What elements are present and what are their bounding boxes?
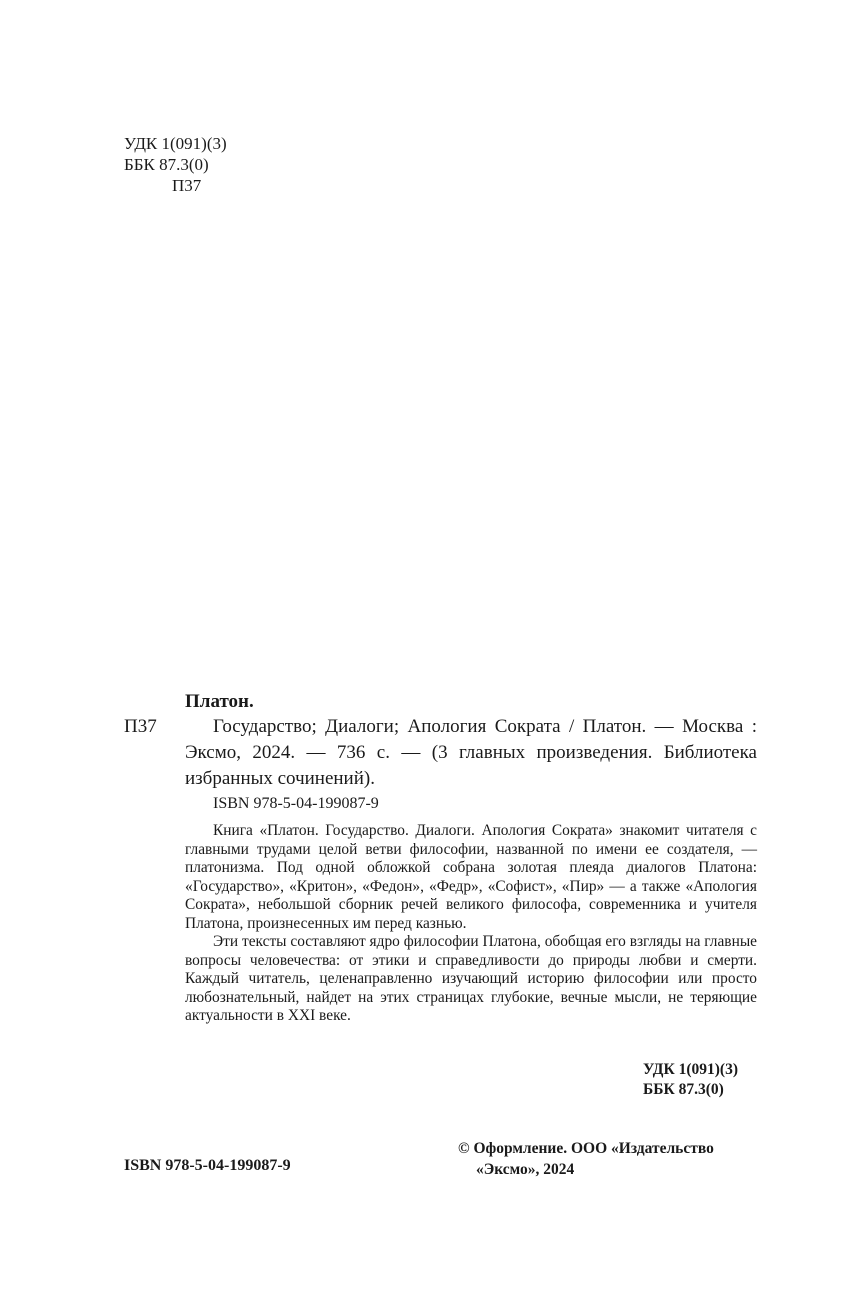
annotation-paragraph: Книга «Платон. Государство. Диалоги. Апология Сократа» знакомит читателя с главными трудами целой ветви философии, названной по имени ее создателя, — платонизма. Под одной обложкой собрана золотая плеяда диалогов Платона: «Государство», «Критон», «Федон», «Федр», «Софист», «Пир» — а также «Апология Сократа», небольшой сборник речей великого философа, современника и учителя Платона, произнесенных им перед казнью.	[185, 822, 757, 932]
header-classification-codes	[124, 133, 227, 196]
bibliographic-record: Государство; Диалоги; Апология Сократа / Платон. — Москва : Эксмо, 2024. — 736 с. — (3 главных произведения. Библиотека избранных сочинений).	[185, 716, 757, 789]
footer-isbn: ISBN 978-5-04-199087-9	[124, 1157, 291, 1174]
bbk-code: ББК 87.3(0)	[124, 155, 209, 174]
author-sign: П37	[172, 176, 202, 195]
catalog-isbn: ISBN 978-5-04-199087-9	[213, 795, 379, 812]
copyright-notice	[458, 1138, 758, 1180]
catalog-bbk-code: ББК 87.3(0)	[643, 1081, 724, 1098]
catalog-author: Платон.	[185, 691, 254, 712]
catalog-classification-codes	[643, 1060, 738, 1100]
catalog-author-sign: П37	[124, 716, 157, 737]
copyright-line: © Оформление. ООО «Издательство	[458, 1140, 714, 1157]
udk-code: УДК 1(091)(3)	[124, 134, 227, 153]
annotation	[185, 822, 757, 1026]
catalog-udk-code: УДК 1(091)(3)	[643, 1061, 738, 1078]
copyright-line: «Эксмо», 2024	[476, 1161, 575, 1178]
annotation-paragraph: Эти тексты составляют ядро философии Платона, обобщая его взгляды на главные вопросы человечества: от этики и справедливости до природы любви и смерти. Каждый читатель, целенаправленно изучающий историю философии или просто любознательный, найдет на этих страницах глубокие, вечные мысли, не теряющие актуальности в XXI веке.	[185, 933, 757, 1024]
